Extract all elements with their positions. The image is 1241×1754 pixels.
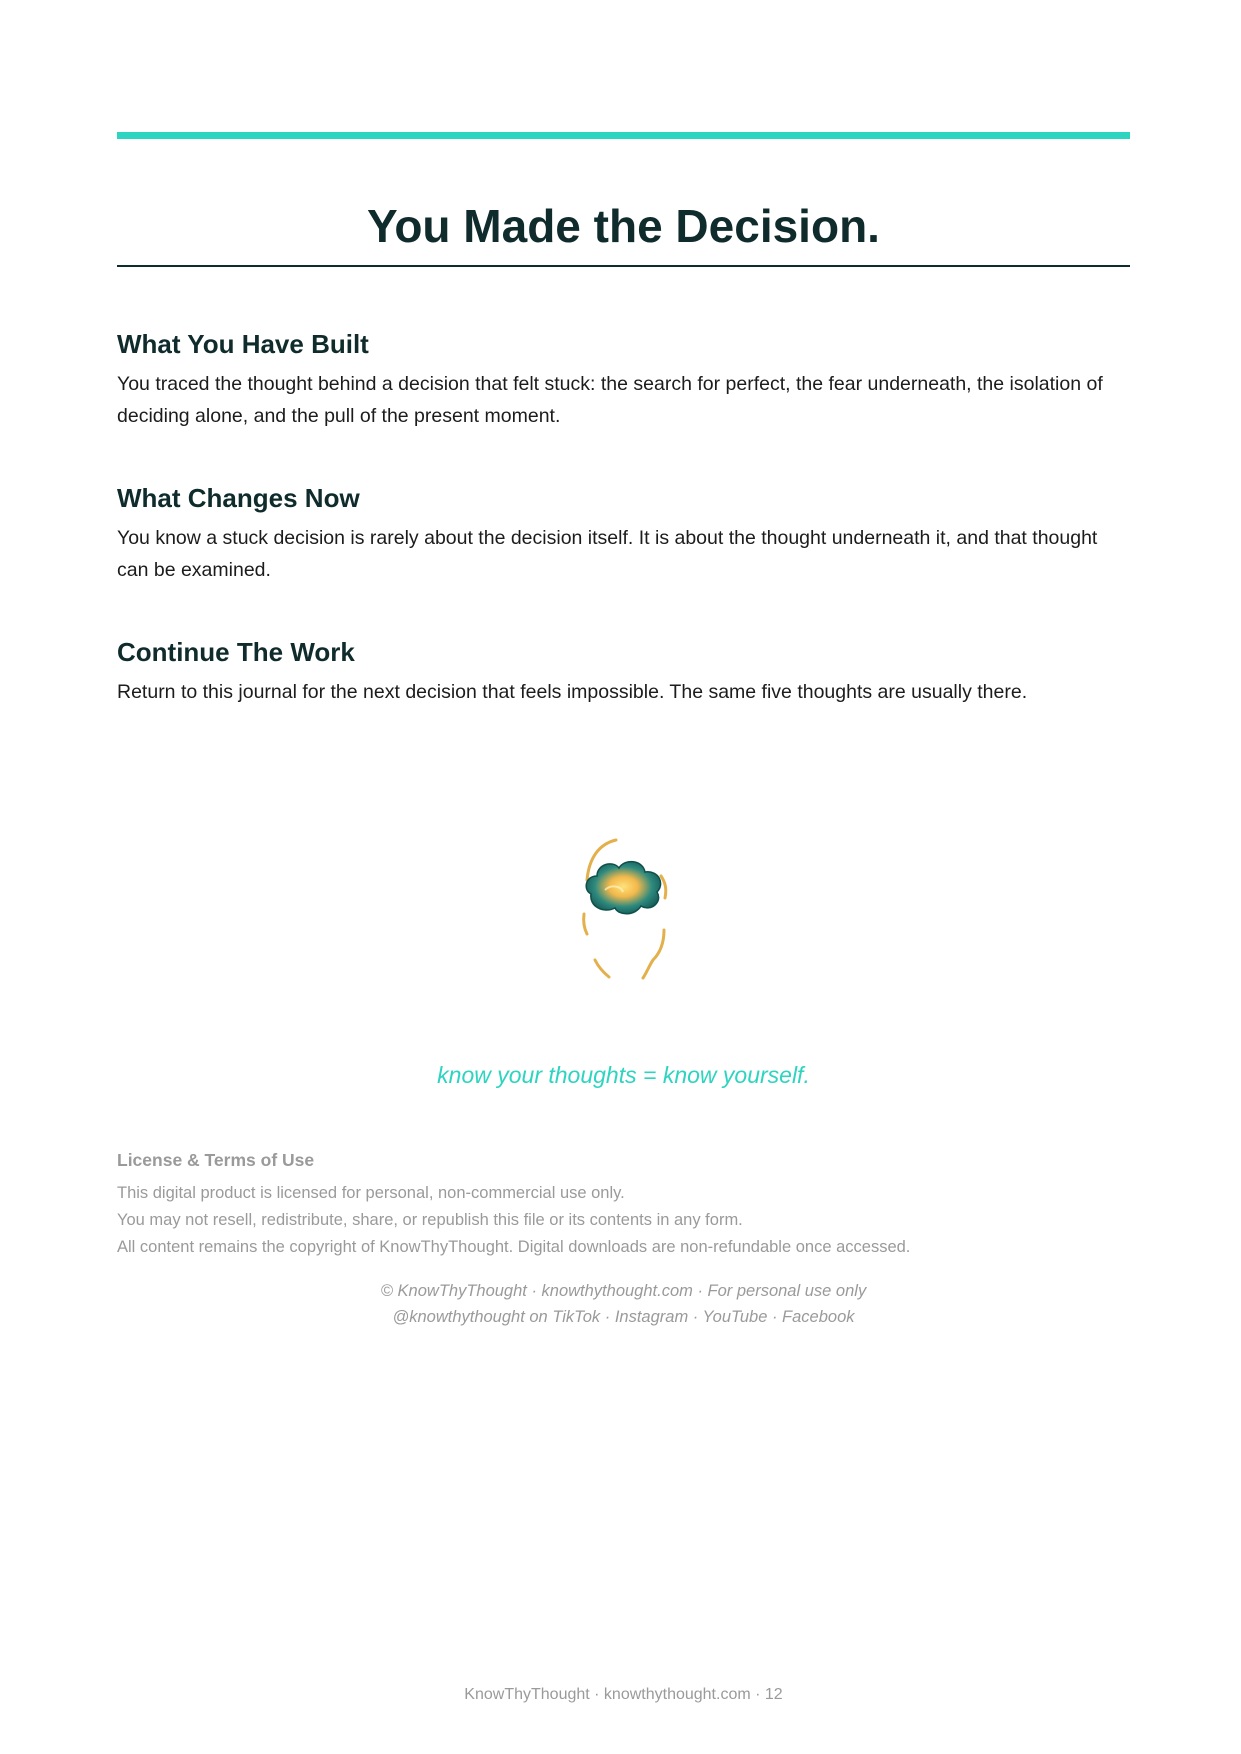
section-heading: Continue The Work (117, 637, 355, 667)
section-body: Return to this journal for the next decision that feels impossible. The same five thoughts are usually there. (117, 681, 1028, 703)
section-continue-the-work (117, 635, 1130, 708)
top-accent-bar (117, 132, 1130, 139)
title-underline (117, 265, 1130, 267)
license-heading: License & Terms of Use (117, 1150, 315, 1170)
license-lines (117, 1180, 1130, 1261)
credits-line-copyright: © KnowThyThought · knowthythought.com · For personal use only (380, 1282, 867, 1300)
license-block (117, 1148, 1130, 1261)
credits-line-social: @knowthythought on TikTok · Instagram · YouTube · Facebook (392, 1308, 855, 1326)
license-line: You may not resell, redistribute, share, or republish this file or its contents in any form. (117, 1211, 743, 1229)
section-heading: What You Have Built (117, 329, 369, 359)
section-body: You traced the thought behind a decision that felt stuck: the search for perfect, the fear underneath, the isolation of deciding alone, and the pull of the present moment. (117, 373, 1103, 427)
section-what-changes-now (117, 481, 1130, 586)
document-page (117, 0, 1130, 1754)
page-title: You Made the Decision. (367, 200, 880, 252)
license-line: All content remains the copyright of KnowThyThought. Digital downloads are non-refundable once accessed. (117, 1238, 911, 1256)
tagline: know your thoughts = know yourself. (437, 1062, 810, 1088)
credits-block (117, 1278, 1130, 1330)
section-what-you-have-built (117, 327, 1130, 432)
head-with-thought-cloud-icon (569, 832, 681, 1000)
section-heading: What Changes Now (117, 483, 360, 513)
license-line: This digital product is licensed for personal, non-commercial use only. (117, 1184, 625, 1202)
section-body: You know a stuck decision is rarely about the decision itself. It is about the thought underneath it, and that thought can be examined. (117, 527, 1098, 581)
page-footer: KnowThyThought · knowthythought.com · 12 (464, 1686, 783, 1703)
